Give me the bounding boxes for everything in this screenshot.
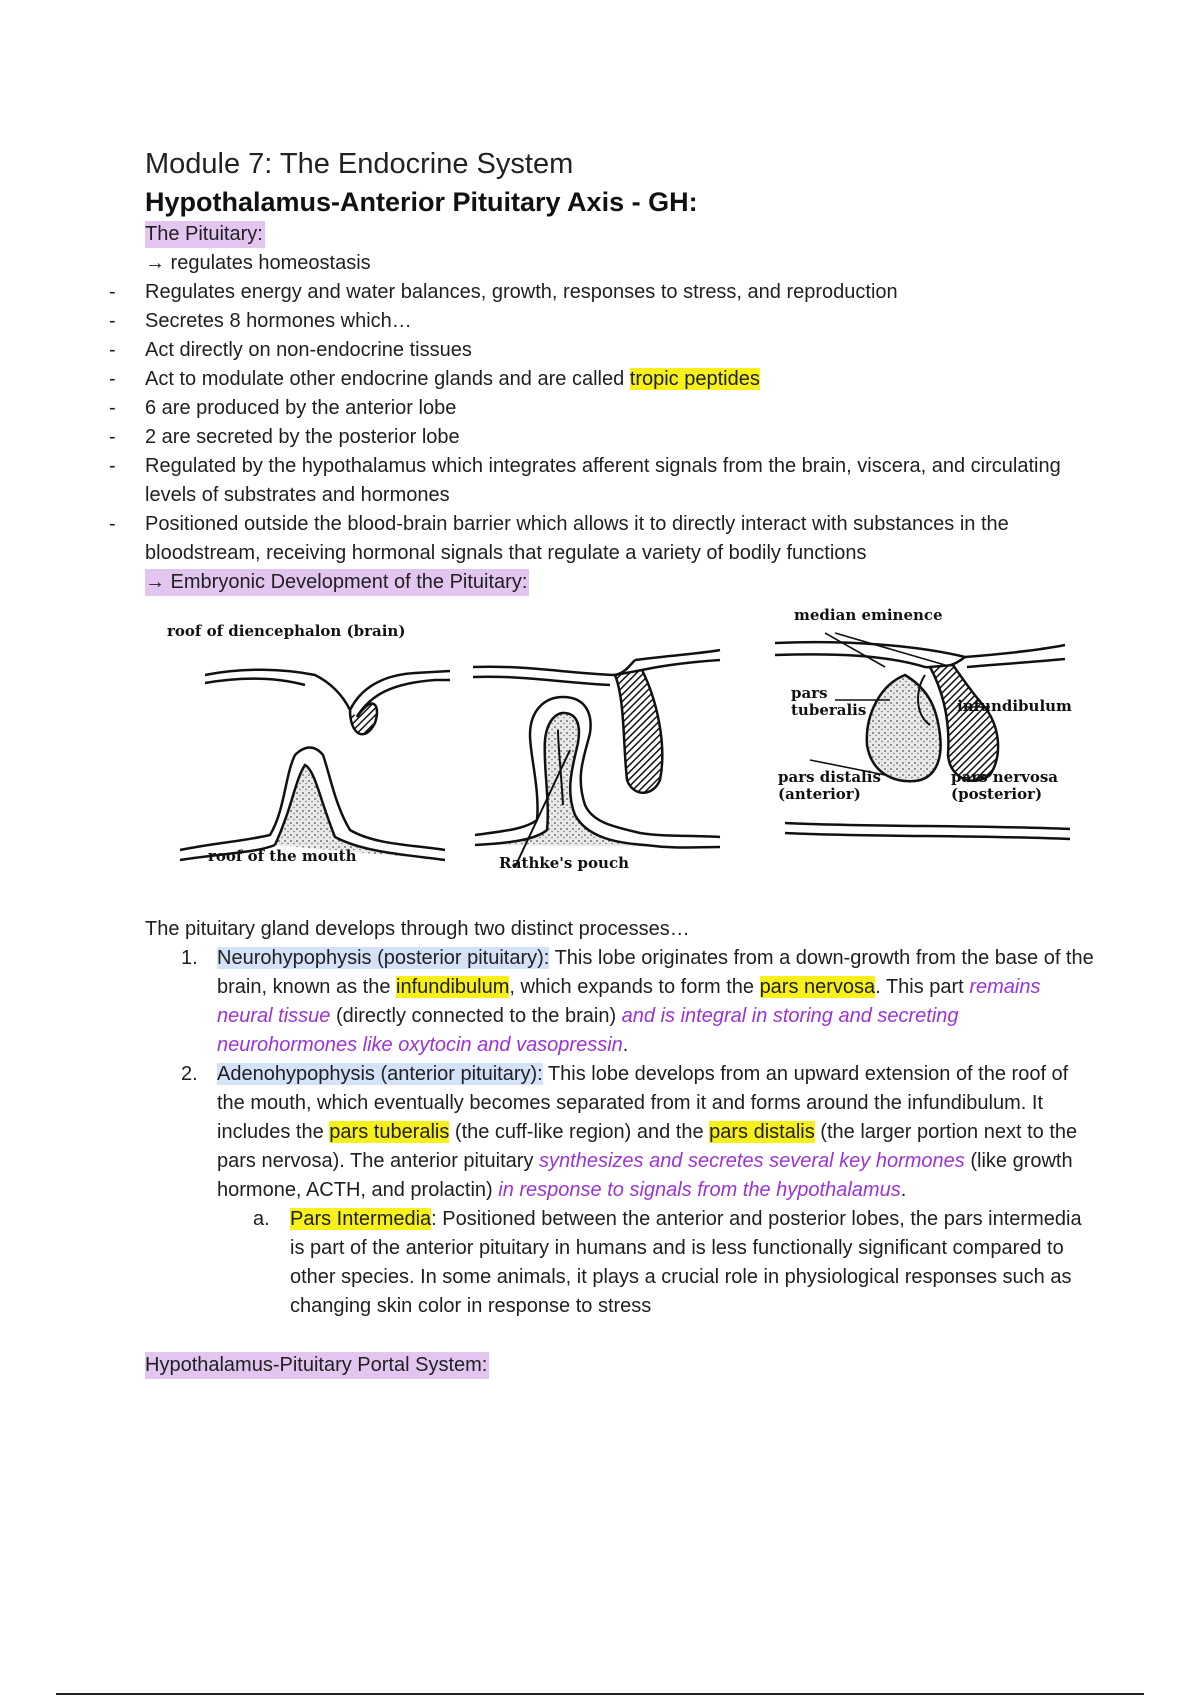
pituitary-bullets-2 bbox=[145, 452, 1095, 568]
subbullet-direct: - Act directly on non-endocrine tissues bbox=[145, 336, 1095, 365]
subsub-posterior: - 2 are secreted by the posterior lobe bbox=[145, 423, 1095, 452]
subsub-anterior: - 6 are produced by the anterior lobe bbox=[145, 394, 1095, 423]
item-2-text-1: This lobe develops from an upward extension of the roof of the mouth, which eventually becomes separated from it and forms around the infundibulum. It includes the bbox=[217, 1063, 1069, 1143]
neurohypophysis-term: Neurohypophysis (posterior pituitary): bbox=[217, 947, 550, 969]
tropic-text: Act to modulate other endocrine glands and are called bbox=[145, 368, 630, 390]
embryonic-heading: → Embryonic Development of the Pituitary: bbox=[145, 569, 529, 596]
development-intro: The pituitary gland develops through two distinct processes… bbox=[145, 918, 690, 940]
pituitary-bullets bbox=[145, 278, 1095, 336]
pars-intermedia-highlight: Pars Intermedia bbox=[290, 1208, 432, 1230]
hormone-subbullets bbox=[145, 336, 1095, 394]
bottom-divider bbox=[56, 1693, 1144, 1695]
subbullet-tropic bbox=[145, 365, 1095, 394]
item-2-marker: 2. bbox=[181, 1063, 198, 1085]
bullet-energy: - Regulates energy and water balances, growth, responses to stress, and reproduction bbox=[145, 278, 1095, 307]
portal-system-heading: Hypothalamus-Pituitary Portal System: bbox=[145, 1352, 489, 1379]
label-pars-distalis-2: (anterior) bbox=[778, 785, 861, 803]
neural-tissue-emphasis: remains neural tissue bbox=[217, 976, 1041, 1027]
item-1-text-3: . This part bbox=[875, 976, 970, 998]
label-median-eminence: median eminence bbox=[794, 606, 943, 624]
signals-emphasis: in response to signals from the hypothalamus bbox=[498, 1179, 901, 1201]
label-pars-nervosa bbox=[951, 769, 1058, 803]
item-2-text-5: . bbox=[900, 1179, 907, 1201]
document-page bbox=[145, 146, 1095, 1380]
module-title: Module 7: The Endocrine System bbox=[145, 148, 574, 180]
label-pars-tuberalis-1: pars bbox=[791, 684, 828, 702]
neurohormones-emphasis: and is integral in storing and secreting neurohormones like oxytocin and vasopressin bbox=[217, 1005, 959, 1056]
item-1-text-5: . bbox=[622, 1034, 629, 1056]
homeostasis-line: → regulates homeostasis bbox=[145, 252, 371, 274]
item-1-marker: 1. bbox=[181, 947, 198, 969]
label-pars-nervosa-2: (posterior) bbox=[951, 785, 1043, 803]
label-pars-distalis-1: pars distalis bbox=[778, 768, 881, 786]
development-item-1 bbox=[145, 944, 1095, 1060]
label-roof-mouth: roof of the mouth bbox=[208, 847, 357, 865]
item-a-marker: a. bbox=[253, 1208, 270, 1230]
development-list bbox=[145, 944, 1095, 1205]
bullet-bbb: - Positioned outside the blood-brain barrier which allows it to directly interact with substances in the bloodstream, receiving hormonal signals that regulate a variety of bodily functions bbox=[145, 510, 1095, 568]
synthesizes-emphasis: synthesizes and secretes several key hormones bbox=[539, 1150, 965, 1172]
item-2-text-2: (the cuff-like region) and the bbox=[449, 1121, 710, 1143]
development-item-a bbox=[145, 1205, 1095, 1321]
item-1-text-4: (directly connected to the brain) bbox=[330, 1005, 622, 1027]
pituitary-heading-line bbox=[145, 220, 1095, 249]
embryonic-diagram bbox=[145, 605, 1095, 915]
lobe-subbullets bbox=[145, 394, 1095, 452]
tropic-peptides-highlight: tropic peptides bbox=[629, 368, 760, 390]
pars-nervosa-highlight: pars nervosa bbox=[759, 976, 876, 998]
development-item-2 bbox=[145, 1060, 1095, 1205]
pars-intermedia-text: : Positioned between the anterior and posterior lobes, the pars intermedia is part of the anterior pituitary in humans and is less functionally significant compared to other species. In some animals, it plays a crucial role in physiological responses such as changing skin color in response to stress bbox=[290, 1208, 1082, 1317]
pituitary-heading: The Pituitary: bbox=[145, 221, 265, 248]
infundibulum-highlight: infundibulum bbox=[396, 976, 510, 998]
label-infundibulum: infundibulum bbox=[957, 697, 1072, 715]
label-pars-tuberalis-2: tuberalis bbox=[791, 701, 867, 719]
diagram-panel-mature bbox=[775, 633, 1070, 839]
item-2-text-3: (the larger portion next to the pars nervosa). The anterior pituitary bbox=[217, 1121, 1078, 1172]
bullet-secretes: - Secretes 8 hormones which… bbox=[145, 307, 1095, 336]
diagram-panel-rathke bbox=[473, 650, 720, 867]
bullet-hypothalamus: - Regulated by the hypothalamus which integrates afferent signals from the brain, viscera, and circulating levels of substrates and hormones bbox=[145, 452, 1095, 510]
diagram-panel-early bbox=[180, 670, 450, 860]
item-1-text-2: , which expands to form the bbox=[509, 976, 760, 998]
adenohypophysis-term: Adenohypophysis (anterior pituitary): bbox=[217, 1063, 543, 1085]
label-pars-distalis bbox=[778, 769, 881, 803]
pars-distalis-highlight: pars distalis bbox=[709, 1121, 815, 1143]
section-title: Hypothalamus-Anterior Pituitary Axis - GH: bbox=[145, 187, 698, 217]
label-rathkes-pouch: Rathke's pouch bbox=[499, 854, 629, 872]
item-1-text-1: This lobe originates from a down-growth from the base of the brain, known as the bbox=[217, 947, 1094, 998]
item-2-text-4: (like growth hormone, ACTH, and prolactin) bbox=[217, 1150, 1073, 1201]
embryonic-heading-line bbox=[145, 568, 1095, 597]
label-pars-tuberalis bbox=[791, 685, 866, 719]
label-pars-nervosa-1: pars nervosa bbox=[951, 768, 1059, 786]
portal-heading-line bbox=[145, 1351, 1095, 1380]
label-roof-diencephalon: roof of diencephalon (brain) bbox=[167, 622, 406, 640]
pars-tuberalis-highlight: pars tuberalis bbox=[329, 1121, 450, 1143]
